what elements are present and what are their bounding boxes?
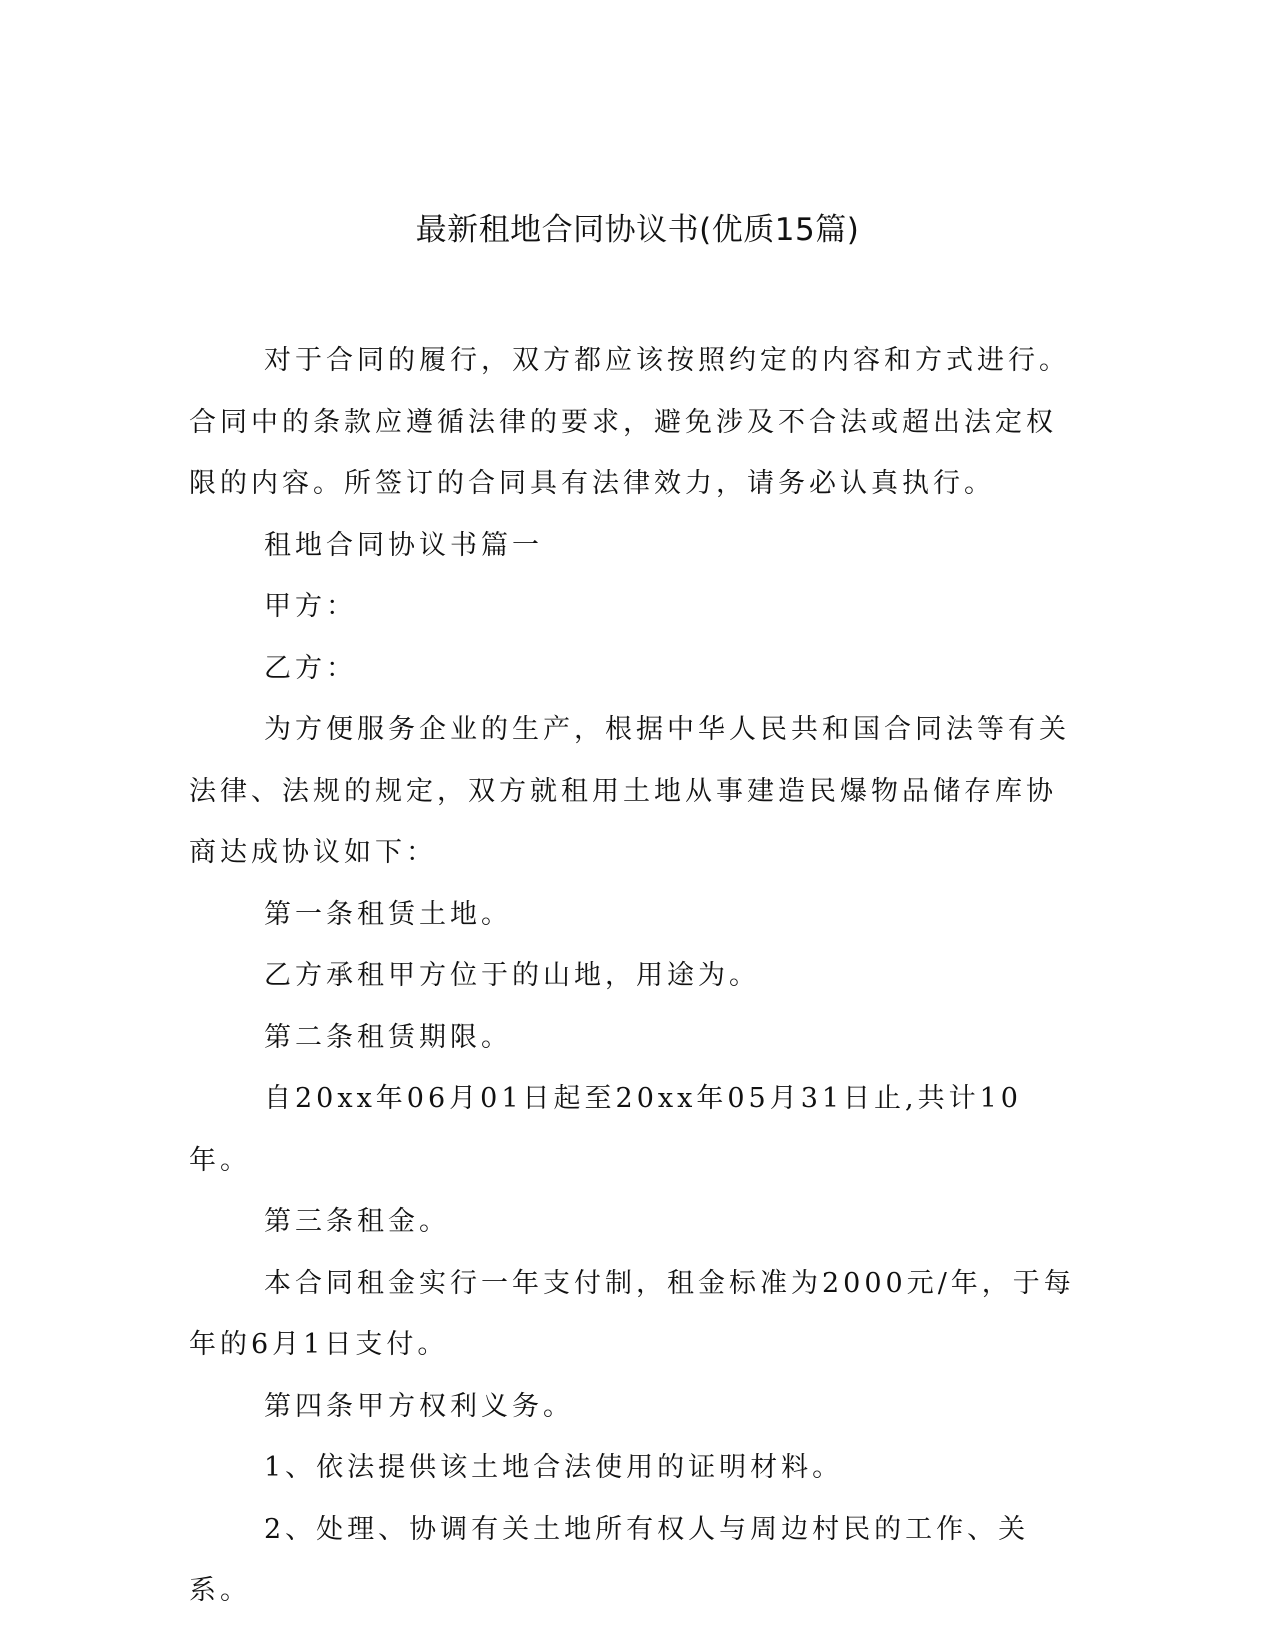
- document-body: [189, 330, 1081, 1622]
- section-heading: 租地合同协议书篇一: [264, 529, 543, 561]
- article-1-heading: 第一条租赁土地。: [264, 898, 512, 930]
- article-3-heading: 第三条租金。: [264, 1206, 450, 1237]
- article-2-heading: 第二条租赁期限。: [264, 1021, 512, 1053]
- article-2-text: 自20xx年06月01日起至20xx年05月31日止,共计10年。: [189, 1083, 1022, 1176]
- preamble-paragraph: 为方便服务企业的生产，根据中华人民共和国合同法等有关法律、法规的规定，双方就租用土地从事建造民爆物品储存库协商达成协议如下：: [189, 714, 1070, 868]
- article-4-item-1: 1、依法提供该土地合法使用的证明材料。: [264, 1452, 844, 1483]
- article-4-heading: 第四条甲方权利义务。: [264, 1390, 574, 1422]
- document-title: 最新租地合同协议书(优质15篇): [415, 212, 860, 248]
- intro-paragraph: 对于合同的履行，双方都应该按照约定的内容和方式进行。合同中的条款应遵循法律的要求，避免涉及不合法或超出法定权限的内容。所签订的合同具有法律效力，请务必认真执行。: [189, 345, 1070, 499]
- article-3-text: 本合同租金实行一年支付制，租金标准为2000元/年，于每年的6月1日支付。: [189, 1267, 1075, 1360]
- article-4-item-2: 2、处理、协调有关土地所有权人与周边村民的工作、关系。: [189, 1513, 1030, 1606]
- party-b-line: 乙方：: [264, 652, 357, 684]
- party-a-line: 甲方：: [264, 591, 357, 622]
- article-1-text: 乙方承租甲方位于的山地，用途为。: [264, 960, 760, 991]
